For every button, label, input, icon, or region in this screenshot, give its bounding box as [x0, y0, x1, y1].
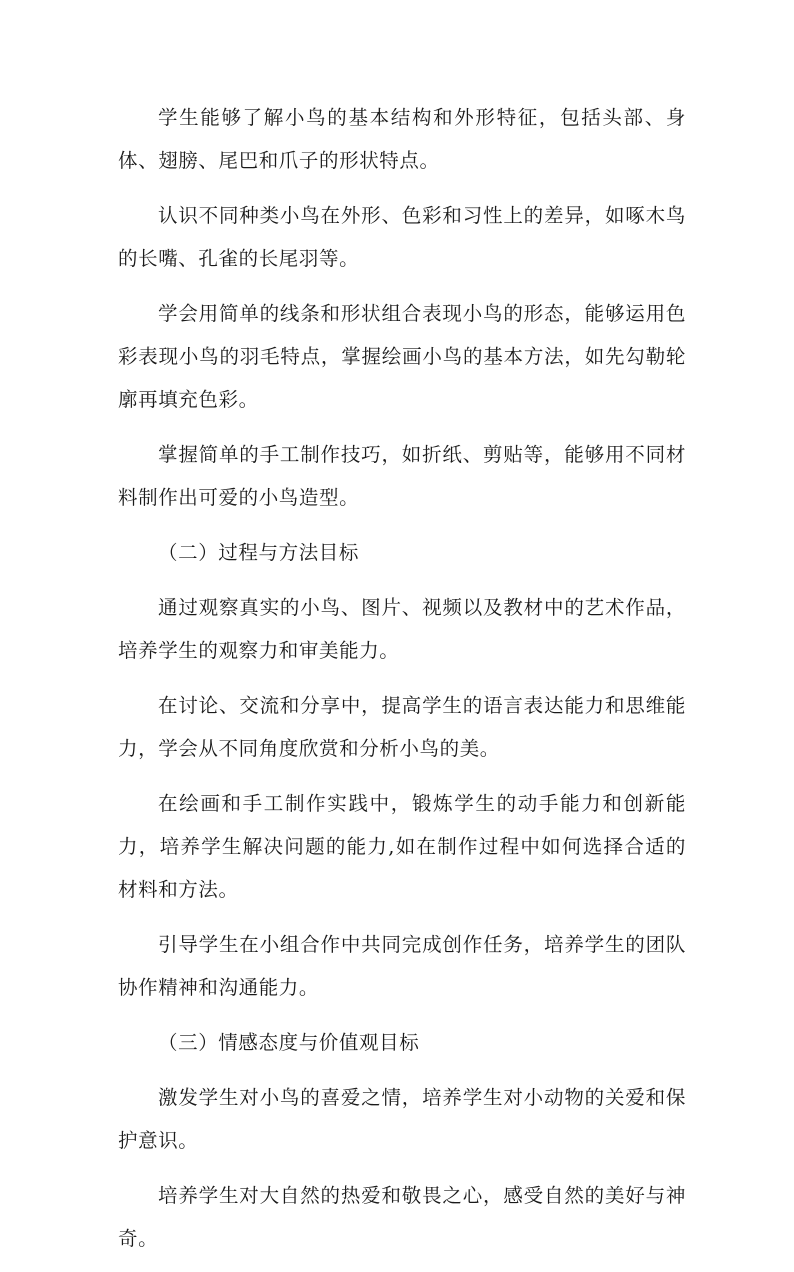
paragraph: 培养学生对大自然的热爱和敬畏之心，感受自然的美好与神奇。 [118, 1184, 686, 1250]
paragraph: 掌握简单的手工制作技巧，如折纸、剪贴等，能够用不同材料制作出可爱的小鸟造型。 [118, 443, 686, 509]
document-body [118, 96, 686, 1272]
paragraph: 学生能够了解小鸟的基本结构和外形特征，包括头部、身体、翅膀、尾巴和爪子的形状特点。 [118, 106, 686, 172]
paragraph: 通过观察真实的小鸟、图片、视频以及教材中的艺术作品，培养学生的观察力和审美能力。 [118, 596, 686, 662]
section-heading-process-method: （二）过程与方法目标 [158, 541, 360, 564]
paragraph: 引导学生在小组合作中共同完成创作任务，培养学生的团队协作精神和沟通能力。 [118, 933, 686, 999]
section-heading-emotion-values: （三）情感态度与价值观目标 [158, 1031, 420, 1054]
paragraph: 认识不同种类小鸟在外形、色彩和习性上的差异，如啄木鸟的长嘴、孔雀的长尾羽等。 [118, 204, 686, 270]
paragraph: 学会用简单的线条和形状组合表现小鸟的形态，能够运用色彩表现小鸟的羽毛特点，掌握绘画小鸟的基本方法，如先勾勒轮廓再填充色彩。 [118, 302, 686, 411]
paragraph: 激发学生对小鸟的喜爱之情，培养学生对小动物的关爱和保护意识。 [118, 1086, 686, 1152]
paragraph: 在绘画和手工制作实践中，锻炼学生的动手能力和创新能力，培养学生解决问题的能力,如在制作过程中如何选择合适的材料和方法。 [118, 792, 686, 901]
paragraph: 在讨论、交流和分享中，提高学生的语言表达能力和思维能力，学会从不同角度欣赏和分析小鸟的美。 [118, 694, 686, 760]
